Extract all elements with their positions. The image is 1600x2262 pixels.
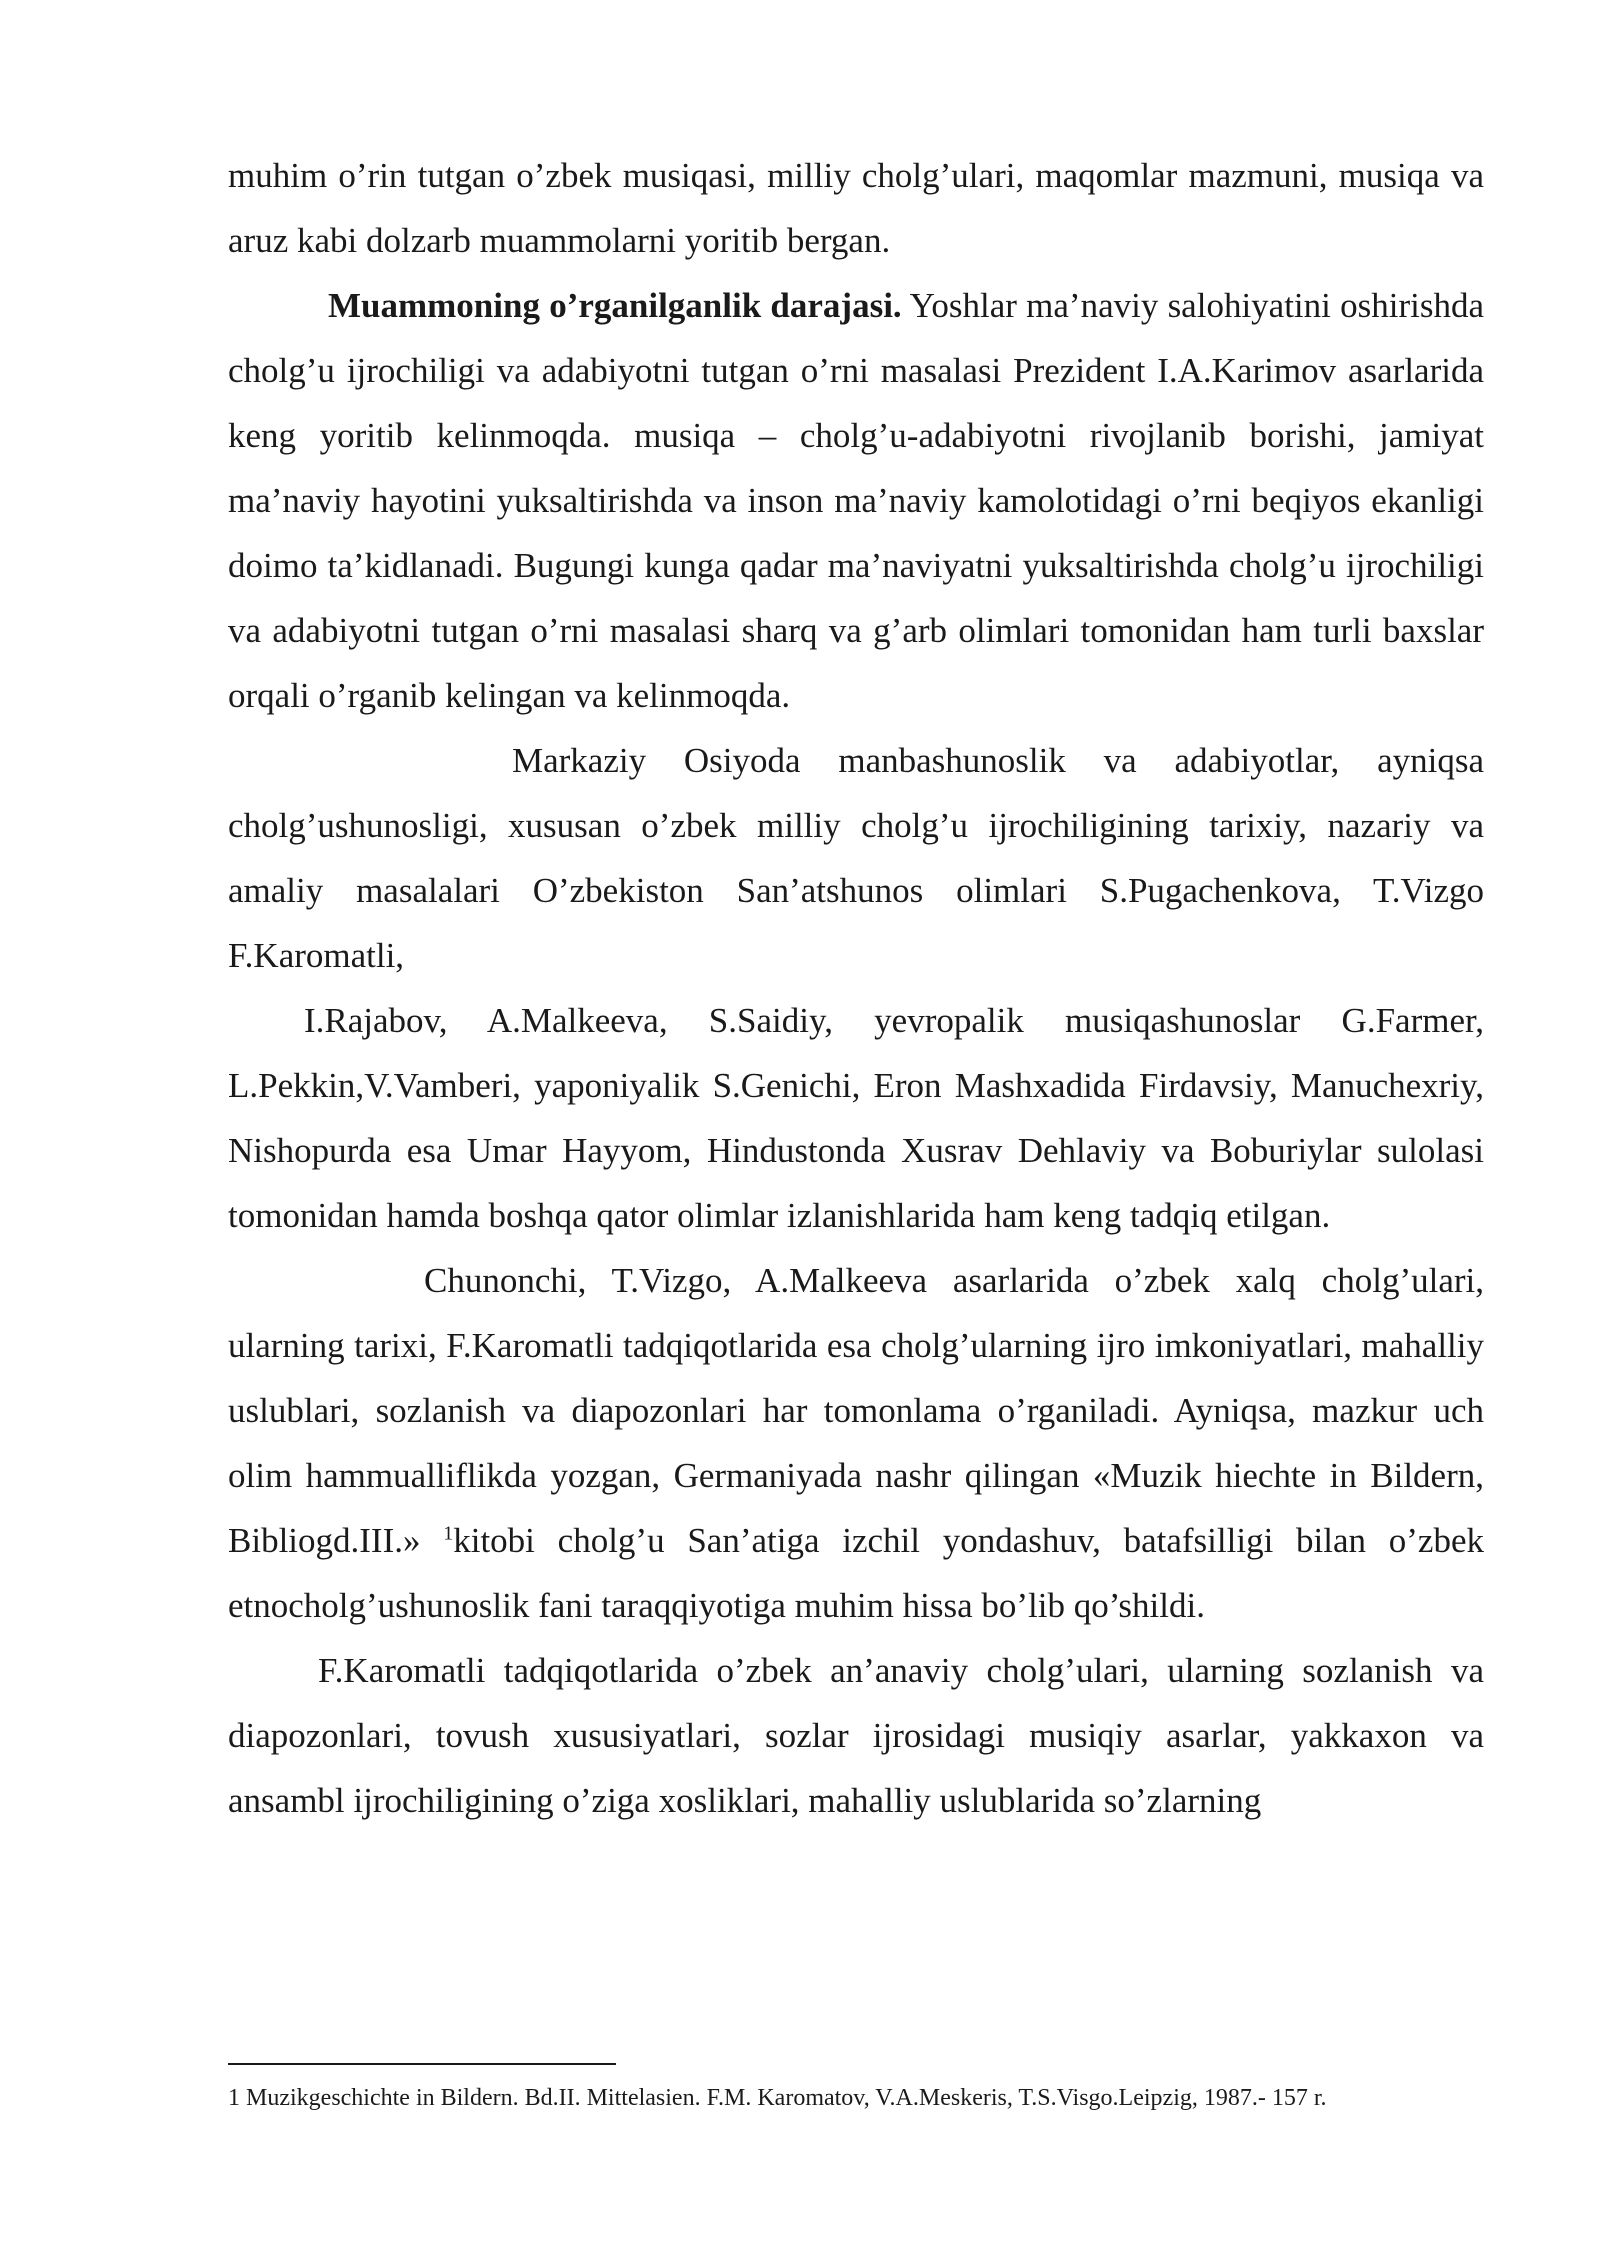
paragraph-karomatli-research: F.Karomatli tadqiqotlarida o’zbek an’anaviy cholg’ulari, ularning sozlanish va diapozonlari, tovush xususiyatlari, sozlar ijrosidagi musiqiy asarlar, yakkaxon va ansambl ijrochiligining o’ziga xosliklari, mahalliy uslublarida so’zlarning	[228, 1651, 1484, 1820]
paragraph-vizgo-malkeeva	[228, 1248, 1484, 1638]
document-body	[228, 143, 1484, 1833]
paragraph-intro-continuation: muhim o’rin tutgan o’zbek musiqasi, milliy cholg’ulari, maqomlar mazmuni, musiqa va aruz kabi dolzarb muammolarni yoritib bergan.	[228, 156, 1484, 260]
paragraph-research-status	[228, 273, 1484, 728]
paragraph-central-asia-sources: Markaziy Osiyoda manbashunoslik va adabiyotlar, ayniqsa cholg’ushunosligi, xususan o’zbek milliy cholg’u ijrochiligining tarixiy, nazariy va amaliy masalalari O’zbekiston San’atshunos olimlari S.Pugachenkova, T.Vizgo F.Karomatli,	[228, 741, 1484, 975]
section-heading: Muammoning o’rganilganlik darajasi.	[328, 286, 902, 325]
footnote-separator	[228, 2063, 616, 2065]
paragraph-vizgo-malkeeva-text-1: Chunonchi, T.Vizgo, A.Malkeeva asarlarida o’zbek xalq cholg’ulari, ularning tarixi, F.Karomatli tadqiqotlarida esa cholg’ularning ijro imkoniyatlari, mahalliy uslublari, sozlanish va diapozonlari har tomonlama o’rganiladi. Ayniqsa, mazkur uch olim hammualliflikda yozgan, Germaniyada nashr qilingan «Muzik hiechte in Bildern, Bibliogd.III.»	[228, 1261, 1484, 1560]
paragraph-scholars-list: I.Rajabov, A.Malkeeva, S.Saidiy, yevropalik musiqashunoslar G.Farmer, L.Pekkin,V.Vamberi, yaponiyalik S.Genichi, Eron Mashxadida Firdavsiy, Manuchexriy, Nishopurda esa Umar Hayyom, Hindustonda Xusrav Dehlaviy va Boburiylar sulolasi tomonidan hamda boshqa qator olimlar izlanishlarida ham keng tadqiq etilgan.	[228, 1001, 1484, 1235]
footnote-reference[interactable]: 1	[443, 1522, 454, 1545]
paragraph-vizgo-malkeeva-text-2: kitobi cholg’u San’atiga izchil yondashuv, batafsilligi bilan o’zbek etnocholg’ushunoslik fani taraqqiyotiga muhim hissa bo’lib qo’shildi.	[228, 1521, 1485, 1625]
paragraph-research-status-text: Yoshlar ma’naviy salohiyatini oshirishda cholg’u ijrochiligi va adabiyotni tutgan o’rni masalasi Prezident I.A.Karimov asarlarida keng yoritib kelinmoqda. musiqa – cholg’u-adabiyotni rivojlanib borishi, jamiyat ma’naviy hayotini yuksaltirishda va inson ma’naviy kamolotidagi o’rni beqiyos ekanligi doimo ta’kidlanadi. Bugungi kunga qadar ma’naviyatni yuksaltirishda cholg’u ijrochiligi va adabiyotni tutgan o’rni masalasi sharq va g’arb olimlari tomonidan ham turli baxslar orqali o’rganib kelingan va kelinmoqda.	[228, 286, 1484, 715]
footnote: 1 Muzikgeschichte in Bildern. Bd.II. Mittelasien. F.M. Karomatov, V.A.Meskeris, T.S.Visgo.Leipzig, 1987.- 157 r.	[228, 2085, 1327, 2111]
